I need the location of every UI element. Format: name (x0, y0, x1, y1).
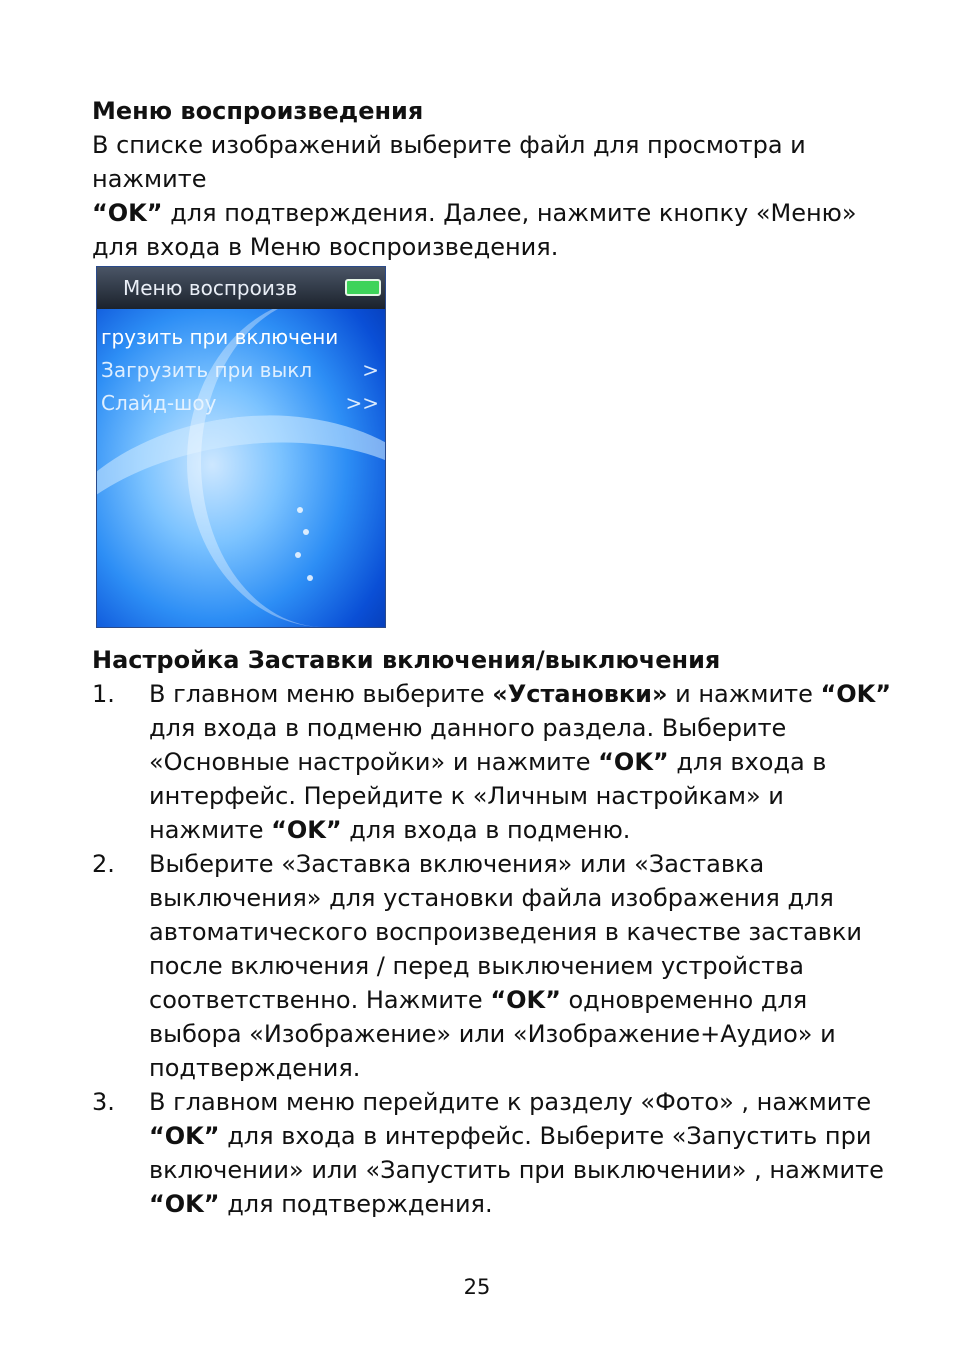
device-menu-item[interactable] (101, 355, 381, 385)
bubble (303, 529, 309, 535)
ok-key: “OK” (149, 1190, 220, 1218)
step-text: для входа в подменю данного раздела. Выберите «Основные настройки» и нажмите (149, 714, 787, 776)
step-text: для входа в интерфейс. Выберите «Запустить при включении» или «Запустить при выключении» , нажмите (149, 1122, 884, 1184)
step-number: 2. (92, 850, 115, 878)
device-menu-item-label: грузить при включени (101, 325, 339, 349)
chevron-right-icon: > (362, 358, 379, 382)
device-title: Меню воспроизв (123, 276, 298, 300)
device-menu-item[interactable] (101, 322, 381, 352)
menu-name: «Установки» (492, 680, 668, 708)
bubble (295, 552, 301, 558)
device-menu-item-label: Слайд-шоу (101, 391, 217, 415)
ok-key: “OK” (820, 680, 892, 708)
paragraph-text: для подтверждения. Далее, нажмите кнопку «Меню» для входа в Меню воспроизведения. (92, 199, 857, 261)
step-number: 3. (92, 1088, 115, 1116)
steps-list (92, 677, 892, 1221)
step-text: для подтверждения. (227, 1190, 493, 1218)
ok-key: “OK” (149, 1122, 220, 1150)
section-paragraph (92, 128, 892, 264)
step-number: 1. (92, 680, 115, 708)
bubble (307, 575, 313, 581)
device-menu-item-label: Загрузить при выкл (101, 358, 313, 382)
device-screenshot (96, 266, 386, 628)
ok-key: “OK” (271, 816, 342, 844)
ok-key: “OK” (92, 199, 163, 227)
bubble (297, 507, 303, 513)
battery-icon (345, 279, 381, 296)
section-splash-settings (92, 643, 892, 1221)
step-text: для входа в интерфейс. Перейдите к «Личным настройкам» и нажмите (149, 748, 827, 844)
list-item (92, 677, 892, 847)
section-heading: Меню воспроизведения (92, 97, 424, 125)
ok-key: “OK” (598, 748, 669, 776)
step-text: В главном меню выберите (149, 680, 485, 708)
step-text: для входа в подменю. (349, 816, 631, 844)
step-text: В главном меню перейдите к разделу «Фото» , нажмите (149, 1088, 872, 1116)
device-title-bar (97, 267, 385, 309)
paragraph-text: В списке изображений выберите файл для просмотра и нажмите (92, 131, 806, 193)
step-text: одновременно для выбора «Изображение» или «Изображение+Аудио» и подтверждения. (149, 986, 836, 1082)
list-item (92, 1085, 892, 1221)
list-item (92, 847, 892, 1085)
section-playback-menu (92, 94, 892, 264)
page-number: 25 (463, 1275, 491, 1299)
section-heading: Настройка Заставки включения/выключения (92, 646, 721, 674)
chevron-right-icon: >> (345, 391, 379, 415)
step-text: Выберите «Заставка включения» или «Заставка выключения» для установки файла изображения для автоматического воспроизведения в качестве заставки после включения / перед выключением устройства соответственно. Нажмите (149, 850, 862, 1014)
ok-key: “OK” (490, 986, 561, 1014)
device-menu-item[interactable] (101, 388, 381, 418)
step-text: и нажмите (675, 680, 813, 708)
